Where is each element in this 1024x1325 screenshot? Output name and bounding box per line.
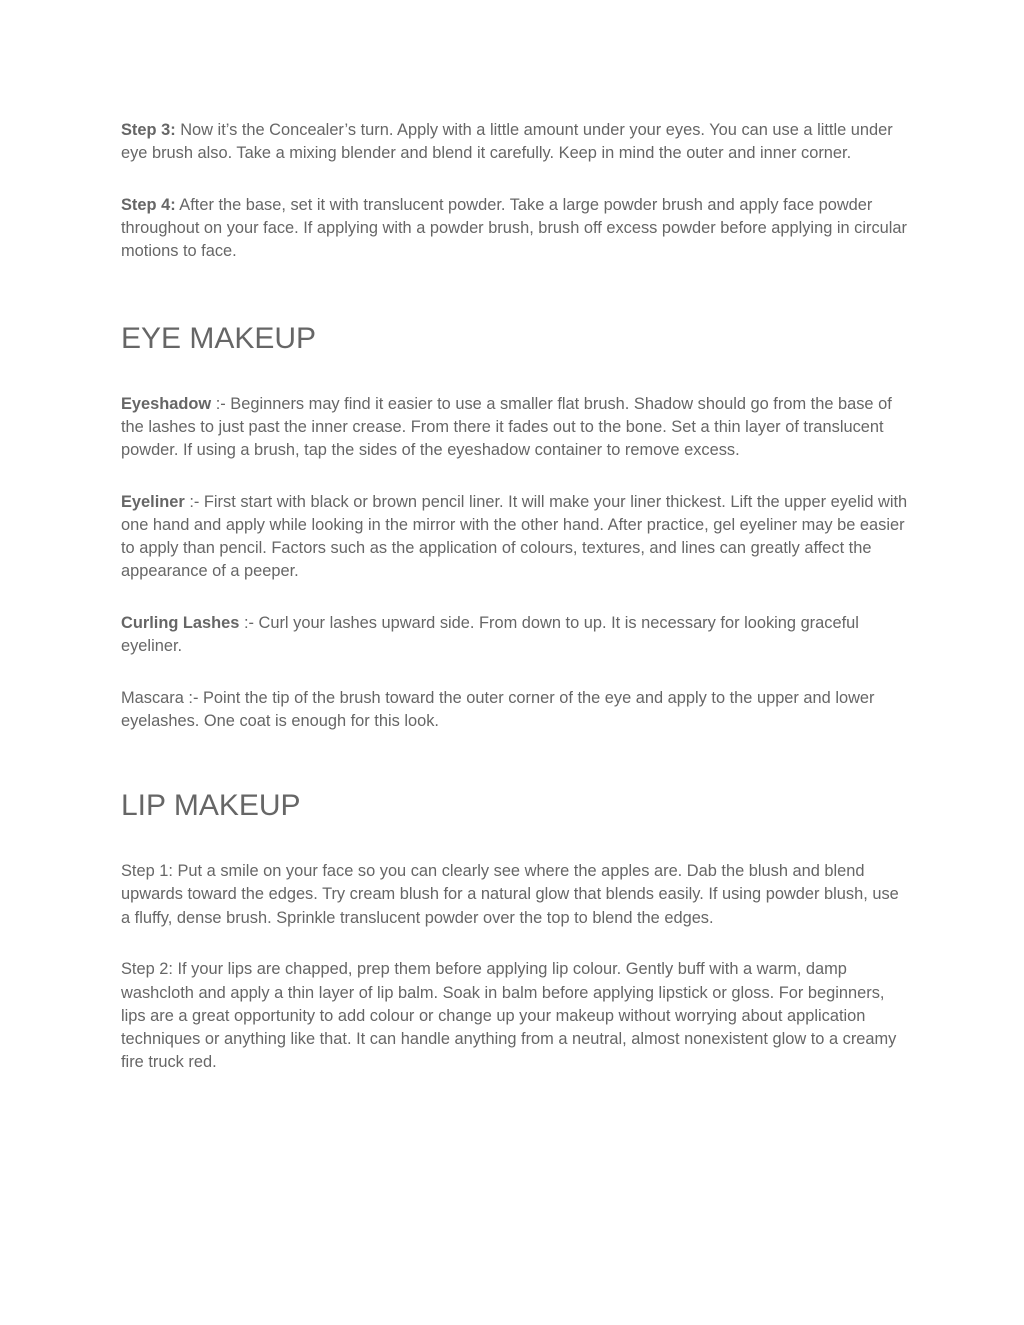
- eyeshadow-paragraph: [121, 393, 911, 463]
- eyeliner-label: Eyeliner: [121, 492, 185, 511]
- step-3-text: Now it’s the Concealer’s turn. Apply with a little amount under your eyes. You can use a little under eye brush also. Take a mixing blender and blend it carefully. Keep in mind the outer and inner corner.: [121, 121, 893, 163]
- eyeliner-text: :- First start with black or brown pencil liner. It will make your liner thickest. Lift the upper eyelid with one hand and apply while looking in the mirror with the other hand. After practice, gel eyeliner may be easier to apply than pencil. Factors such as the application of colours, textures, and lines can greatly affect the appearance of a peeper.: [121, 492, 908, 581]
- lip-step-2-paragraph: Step 2: If your lips are chapped, prep them before applying lip colour. Gently buff with a warm, damp washcloth and apply a thin layer of lip balm. Soak in balm before applying lipstick or gloss. For beginners, lips are a great opportunity to add colour or change up your makeup without worrying about application techniques or anything like that. It can handle anything from a neutral, almost nonexistent glow to a creamy fire truck red.: [121, 960, 897, 1072]
- document-page: [121, 119, 911, 1103]
- step-4-label: Step 4:: [121, 195, 176, 214]
- eyeshadow-text: :- Beginners may find it easier to use a smaller flat brush. Shadow should go from the base of the lashes to just past the inner crease. From there it fades out to the bone. Set a thin layer of translucent powder. If using a brush, tap the sides of the eyeshadow container to remove excess.: [121, 394, 892, 459]
- mascara-paragraph: Mascara :- Point the tip of the brush toward the outer corner of the eye and apply to the upper and lower eyelashes. One coat is enough for this look.: [121, 688, 875, 731]
- curling-lashes-label: Curling Lashes: [121, 613, 240, 632]
- step-3-paragraph: [121, 119, 911, 165]
- eyeshadow-label: Eyeshadow: [121, 394, 212, 413]
- lip-makeup-heading: LIP MAKEUP: [121, 789, 301, 823]
- eye-makeup-heading: EYE MAKEUP: [121, 321, 317, 355]
- curling-lashes-paragraph: [121, 612, 911, 658]
- step-4-text: After the base, set it with translucent powder. Take a large powder brush and apply face powder throughout on your face. If applying with a powder brush, brush off excess powder before applying in circular motions to face.: [121, 195, 907, 261]
- step-3-label: Step 3:: [121, 121, 176, 139]
- step-4-paragraph: [121, 194, 911, 264]
- curling-lashes-text: :- Curl your lashes upward side. From down to up. It is necessary for looking graceful eyeliner.: [121, 613, 859, 656]
- lip-step-1-paragraph: Step 1: Put a smile on your face so you can clearly see where the apples are. Dab the blush and blend upwards toward the edges. Try cream blush for a natural glow that blends easily. If using powder blush, use a fluffy, dense brush. Sprinkle translucent powder over the top to blend the edges.: [121, 862, 899, 927]
- eyeliner-paragraph: [121, 491, 911, 584]
